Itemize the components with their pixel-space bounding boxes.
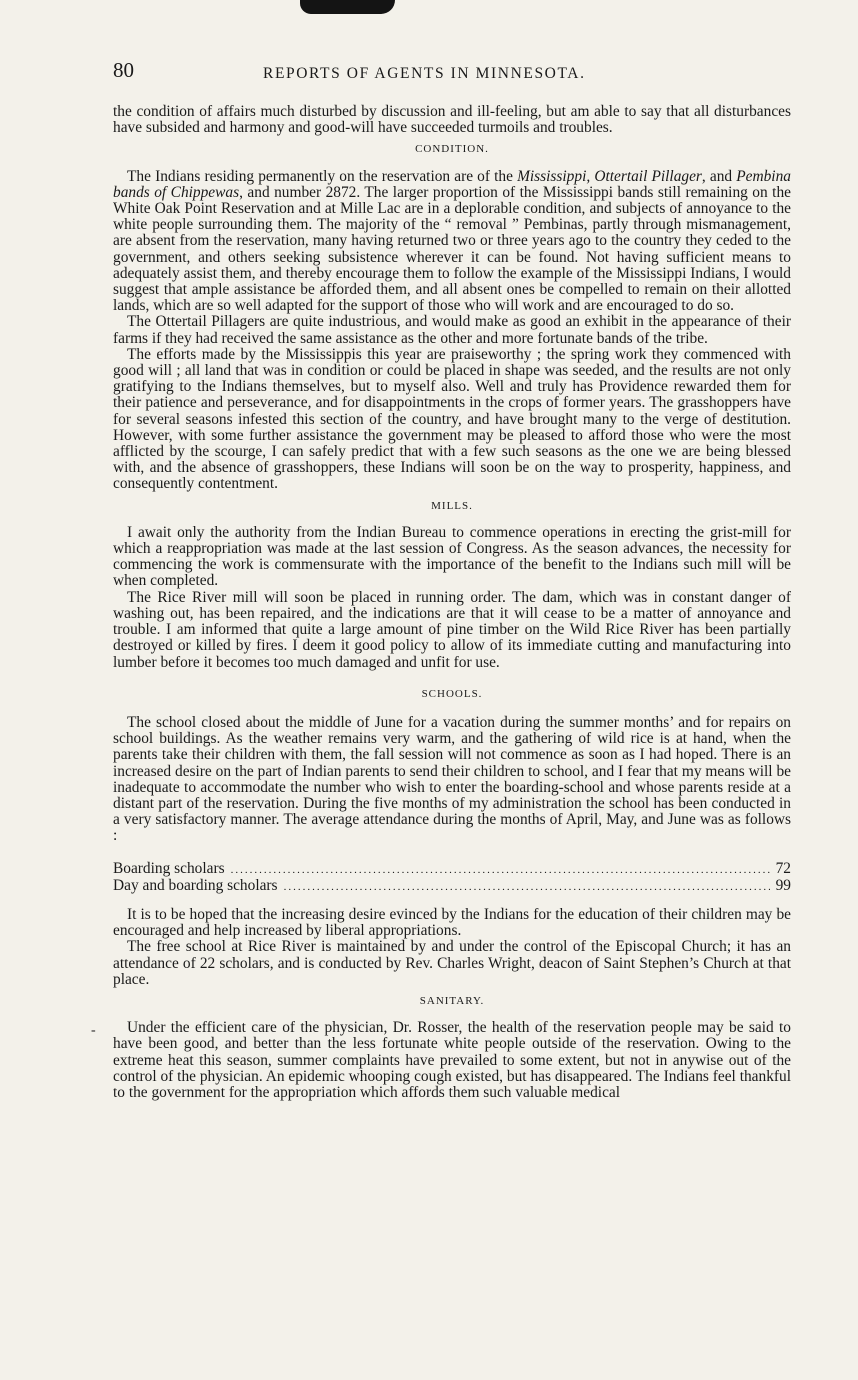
attendance-label: Boarding scholars [113, 859, 225, 877]
heading-sanitary: SANITARY. [419, 994, 485, 1007]
running-title: REPORTS OF AGENTS IN MINNESOTA. [263, 65, 586, 82]
ink-blot [300, 0, 395, 14]
page-number: 80 [113, 58, 134, 82]
heading-condition: CONDITION. [415, 143, 489, 156]
mills-paragraph-1: I await only the authority from the Indian Bureau to commence operations in erecting the grist-mill for which a reappropriation was made at the last session of Congress. As the season advances, the necessity for commencing the work is commensurate with the importance of the benefit to the Indians such mill will be when completed. [113, 523, 791, 590]
leader-dots [231, 862, 770, 878]
attendance-list [113, 861, 791, 895]
schools-paragraph-3: The free school at Rice River is maintained by and under the control of the Episcopal Church; it has an attendance of 22 scholars, and is conducted by Rev. Charles Wright, deacon of Saint Stephen’s Church at that place. [113, 938, 791, 988]
condition-paragraph-1: The Indians residing permanently on the reservation are of the Mississippi, Ottertail Pillager, and Pembina bands of Chippewas, and number 2872. The larger proportion of the Mississippi bands still remaining on the White Oak Point Reservation and at Mille Lac are in a deplorable condition, and subjects of annoyance to the white people surrounding them. The majority of the “ removal ” Pembinas, partly through mismanagement, are absent from the reservation, many having returned two or three years ago to the country they ceded to the government, and others seeking subsistence wherever it can be found. Not having sufficient means to adequately assist them, and thereby encourage them to follow the example of the Mississippi Indians, I would suggest that ample assistance be afforded them, and all absent ones be compelled to remain on their allotted lands, which are so well adapted for the support of those who will work and are encouraged to do so. [113, 167, 791, 315]
heading-schools: SCHOOLS. [421, 687, 483, 700]
page-header [113, 58, 791, 88]
attendance-row-boarding [113, 861, 791, 878]
sanitary-paragraph-1: Under the efficient care of the physician, Dr. Rosser, the health of the reservation people may be said to have been good, and better than the less fortunate white people outside of the reservation. Owing to the extreme heat this season, summer complaints have prevailed to some extent, but not in anywise out of the control of the physician. An epidemic whooping cough existed, but has disappeared. The Indians feel thankful to the government for the appropriation which affords them such valuable medical [113, 1019, 791, 1101]
opening-paragraph: the condition of affairs much disturbed by discussion and ill-feeling, but am able to say that all disturbances have subsided and harmony and good-will have succeeded turmoils and troubles. [113, 103, 791, 137]
margin-mark: - [91, 1023, 96, 1038]
report-page [113, 58, 791, 1101]
attendance-value: 72 [775, 859, 791, 877]
leader-dots [284, 879, 770, 895]
mills-paragraph-2: The Rice River mill will soon be placed in running order. The dam, which was in constant danger of washing out, has been repaired, and the indications are that it will cease to be a matter of annoyance and trouble. I am informed that quite a large amount of pine timber on the Wild Rice River has been partially destroyed or killed by fires. I deem it good policy to allow of its immediate cutting and manufacturing into lumber before it becomes too much damaged and unfit for use. [113, 588, 791, 671]
attendance-value: 99 [775, 876, 791, 894]
condition-paragraph-3: The efforts made by the Mississippis this year are praiseworthy ; the spring work they commenced with good will ; all land that was in condition or could be placed in shape was seeded, and the results are not only gratifying to the Indians themselves, but to myself also. Well and truly has Providence rewarded them for their patience and perseverance, and for disappointments in the crops of former years. The grasshoppers have for several seasons infested this section of the country, and have brought many to the verge of destitution. However, with some further assistance the government may be pleased to afford those who were the most afflicted by the scourge, I can safely predict that with a few such seasons as the one we are being blessed with, and the absence of grasshoppers, these Indians will soon be on the way to prosperity, happiness, and consequently contentment. [113, 345, 791, 493]
heading-mills: MILLS. [431, 499, 473, 512]
schools-paragraph-2: It is to be hoped that the increasing desire evinced by the Indians for the education of their children may be encouraged and help increased by liberal appropriations. [113, 905, 791, 940]
schools-paragraph-1: The school closed about the middle of June for a vacation during the summer months’ and for repairs on school buildings. As the weather remains very warm, and the gathering of wild rice is at hand, when the parents take their children with them, the fall session will not commence as soon as I had hoped. There is an increased desire on the part of Indian parents to send their children to school, and I fear that my means will be inadequate to accommodate the number who wish to enter the boarding-school and whose parents reside at a distant part of the reservation. During the five months of my administration the school has been conducted in a very satisfactory manner. The average attendance during the months of April, May, and June was as follows : [113, 713, 791, 845]
attendance-row-day-boarding [113, 878, 791, 895]
attendance-label: Day and boarding scholars [113, 876, 278, 894]
condition-paragraph-2: The Ottertail Pillagers are quite industrious, and would make as good an exhibit in the appearance of their farms if they had received the same assistance as the other and more fortunate bands of the tribe. [113, 313, 791, 347]
